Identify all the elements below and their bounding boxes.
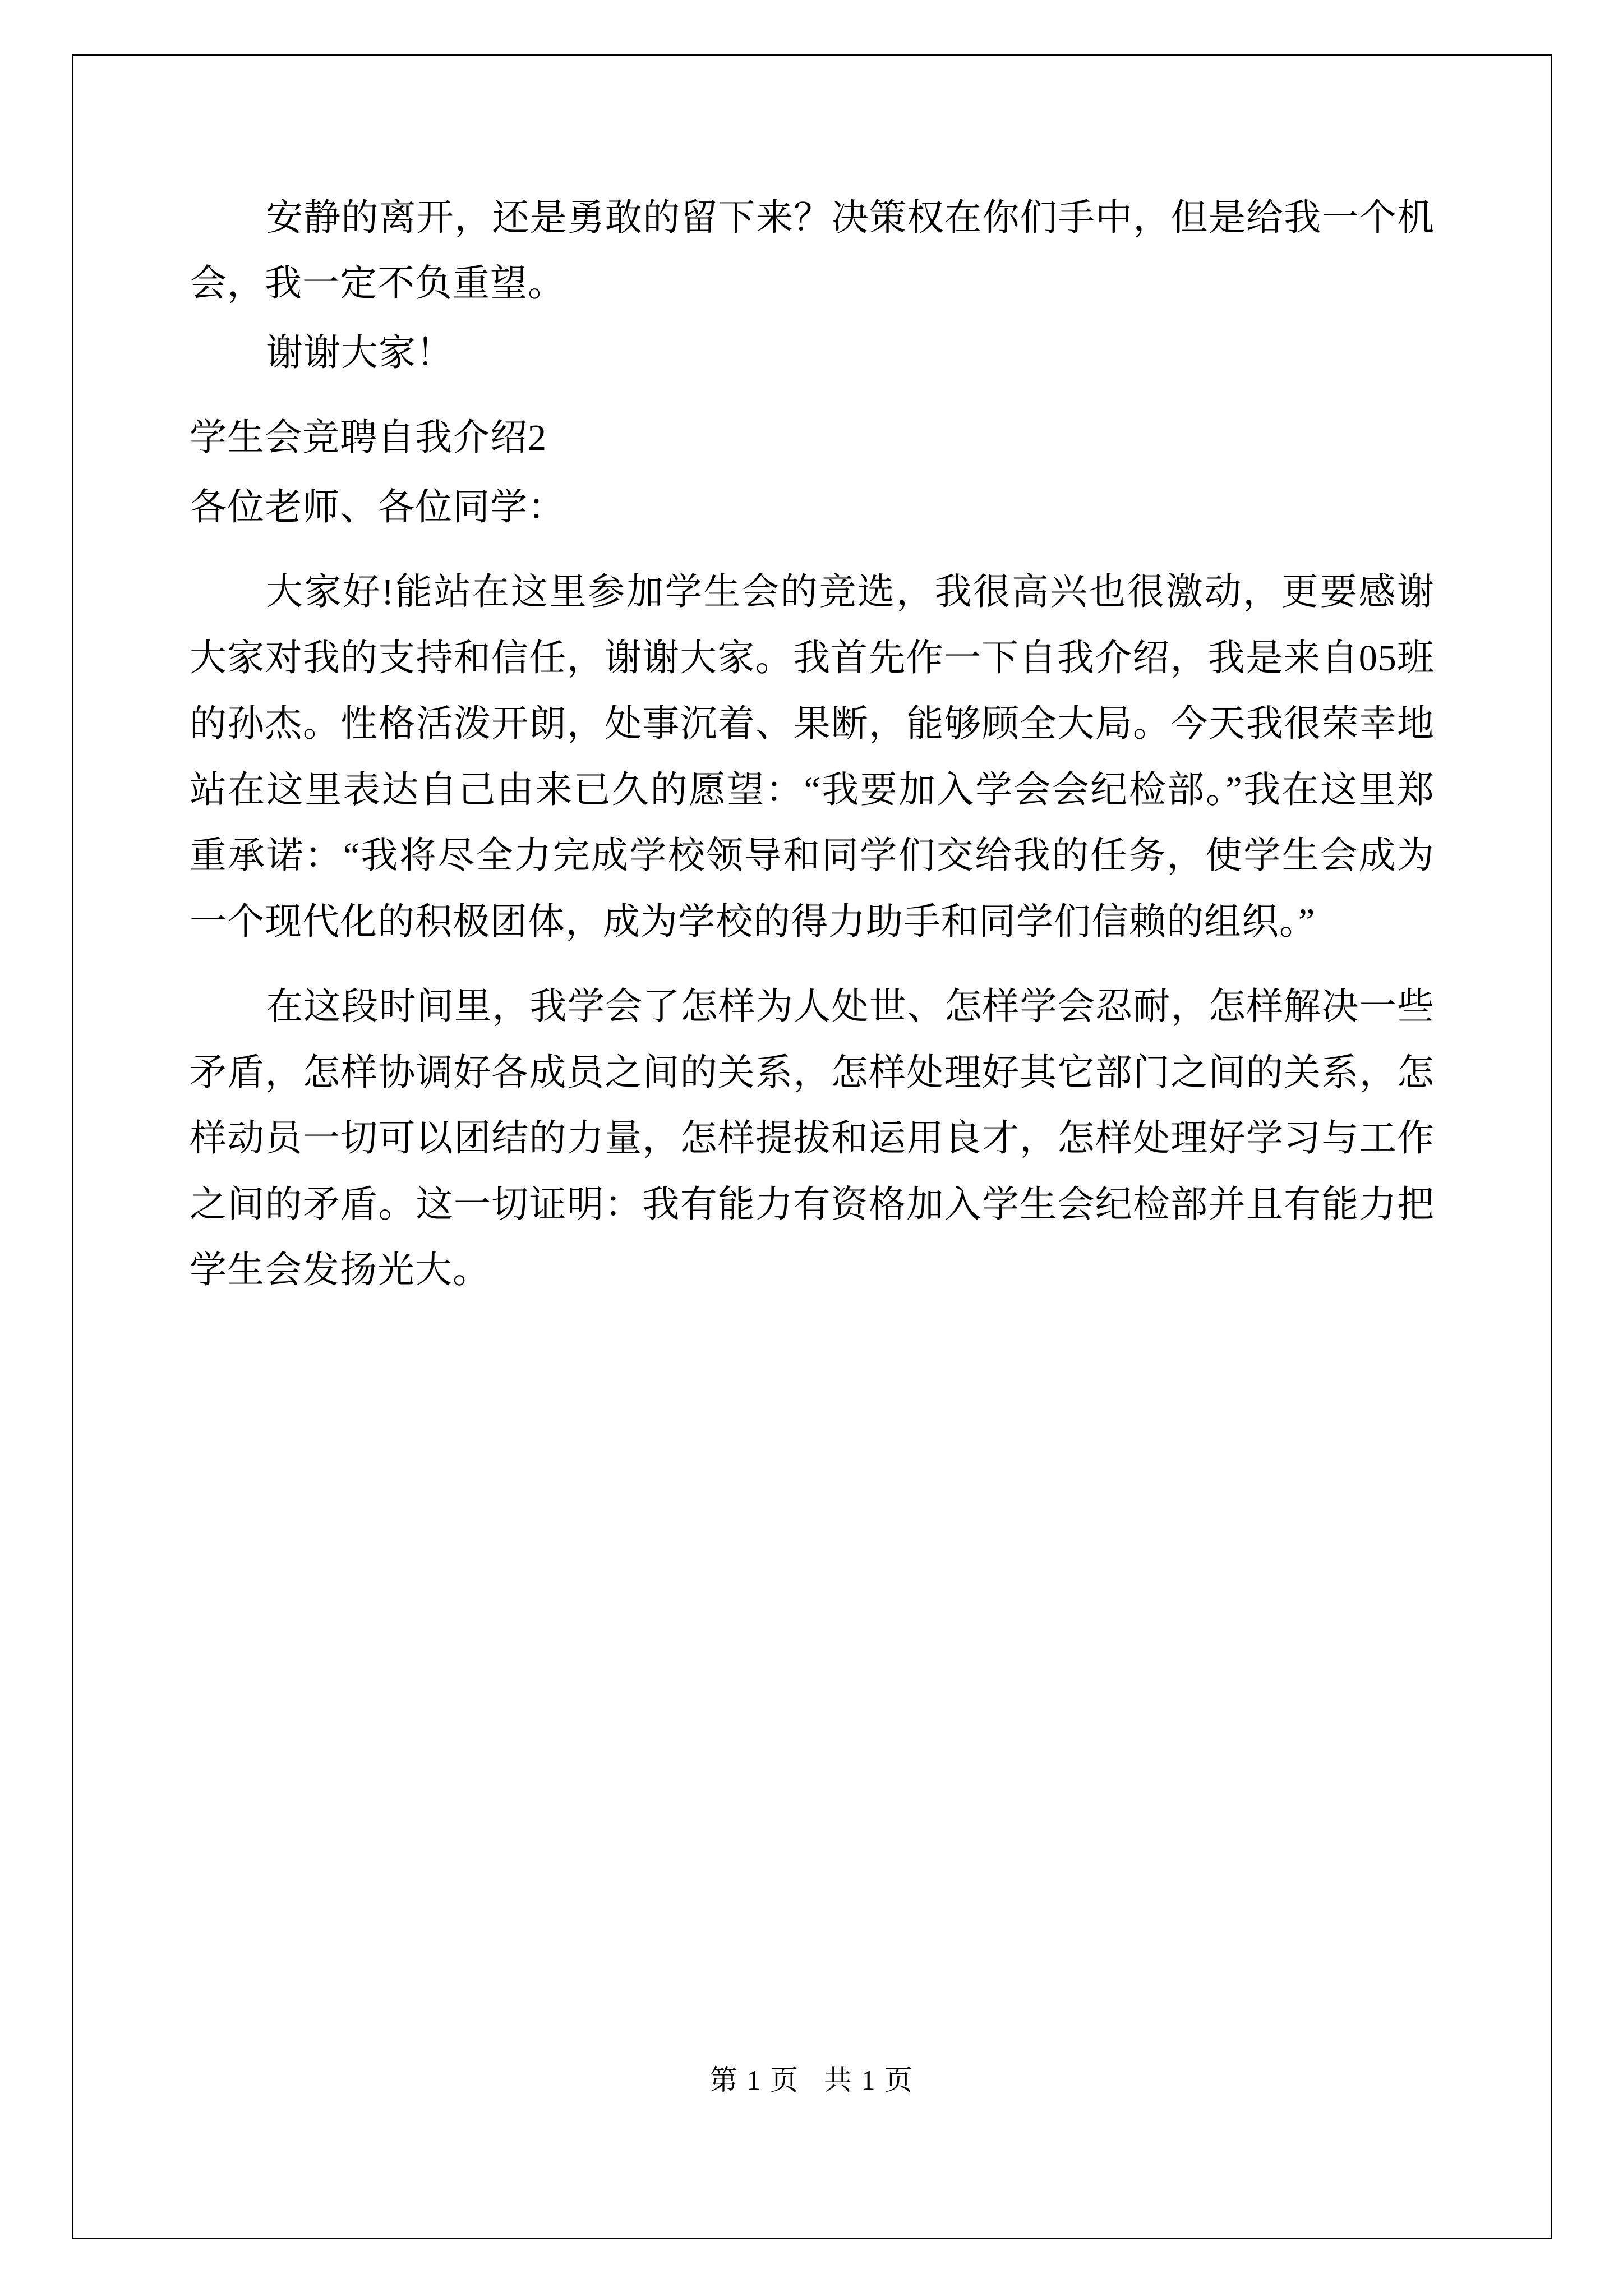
section-heading: 学生会竞聘自我介绍2	[190, 417, 547, 459]
paragraph: 谢谢大家！	[266, 332, 454, 374]
paragraph-spacer	[190, 544, 1435, 559]
footer-total-pages: 共 1 页	[824, 2064, 914, 2096]
document-body	[190, 185, 1435, 1307]
paragraph: 安静的离开，还是勇敢的留下来？决策权在你们手中，但是给我一个机会，我一定不负重望。	[190, 197, 1435, 305]
salutation: 各位老师、各位同学：	[190, 486, 565, 528]
paragraph-spacer	[190, 389, 1435, 405]
footer-current-page: 第 1 页	[709, 2064, 799, 2096]
paragraph: 大家好!能站在这里参加学生会的竞选，我很高兴也很激动，更要感谢大家对我的支持和信任，谢谢大家。我首先作一下自我介绍，我是来自05班的孙杰。性格活泼开朗，处事沉着、果断，能够顾全大局。今天我很荣幸地站在这里表达自己由来已久的愿望：“我要加入学会会纪检部。”我在这里郑重承诺：“我将尽全力完成学校领导和同学们交给我的任务，使学生会成为一个现代化的积极团体，成为学校的得力助手和同学们信赖的组织。”	[190, 572, 1435, 942]
paragraph: 在这段时间里，我学会了怎样为人处世、怎样学会忍耐，怎样解决一些矛盾，怎样协调好各成员之间的关系，怎样处理好其它部门之间的关系，怎样动员一切可以团结的力量，怎样提拔和运用良才，怎样处理好学习与工作之间的矛盾。这一切证明：我有能力有资格加入学生会纪检部并且有能力把学生会发扬光大。	[190, 986, 1435, 1291]
page-footer	[0, 2058, 1623, 2098]
paragraph-spacer	[190, 958, 1435, 974]
